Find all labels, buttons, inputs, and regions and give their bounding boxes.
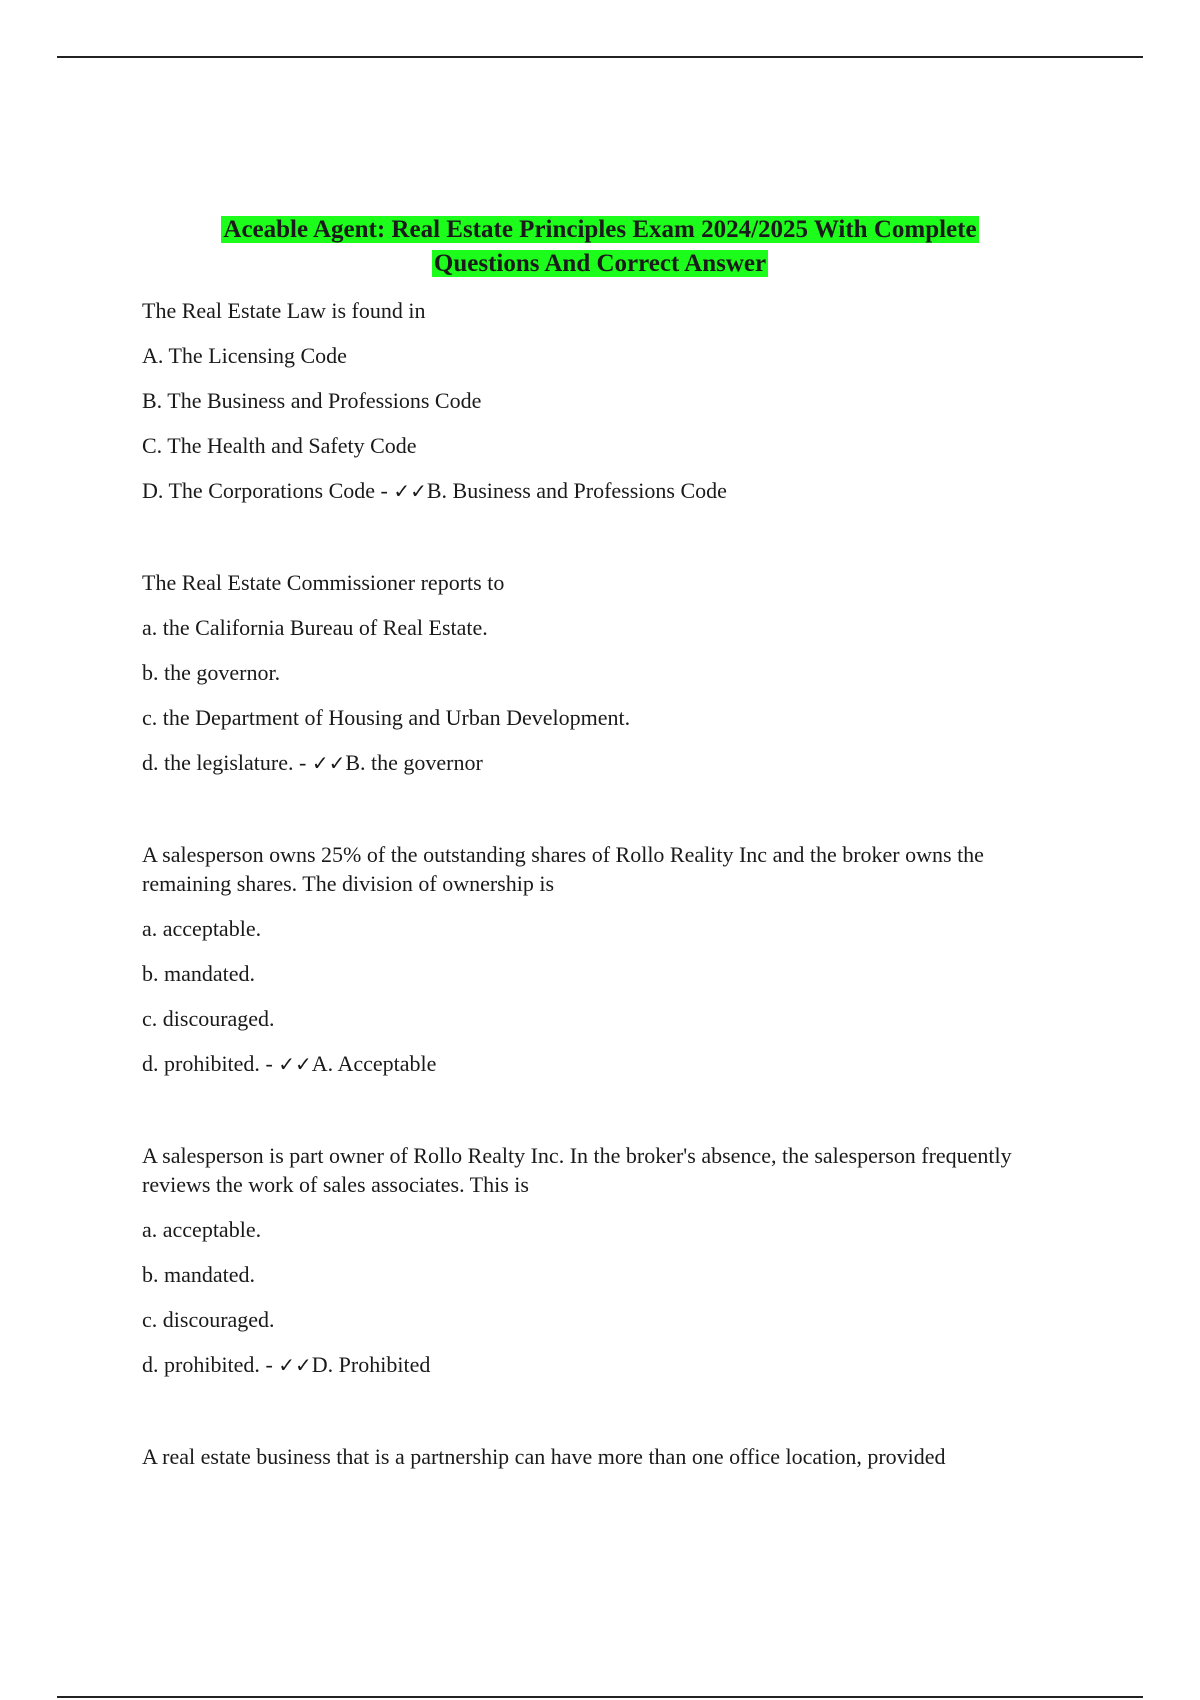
check-icon: ✓✓ (278, 1052, 312, 1076)
title-line-1: Aceable Agent: Real Estate Principles Exam 2024/2025 With Complete (223, 216, 977, 243)
question-4 (142, 1141, 1072, 1380)
bottom-rule (57, 1696, 1143, 1698)
check-icon: ✓✓ (278, 1353, 312, 1377)
correct-answer: A. Acceptable (311, 1051, 437, 1076)
question-5 (142, 1442, 1072, 1471)
option-c: C. The Health and Safety Code (142, 433, 417, 458)
option-a: A. The Licensing Code (142, 343, 347, 368)
question-2 (142, 568, 1072, 778)
option-c: c. the Department of Housing and Urban Development. (142, 705, 631, 730)
question-text: The Real Estate Commissioner reports to (142, 570, 505, 595)
option-d: d. the legislature. (142, 750, 294, 775)
correct-answer: B. Business and Professions Code (426, 478, 727, 503)
option-b: b. the governor. (142, 660, 281, 685)
question-text: A real estate business that is a partnership can have more than one office location, provided (142, 1444, 946, 1469)
check-icon: ✓✓ (393, 479, 427, 503)
document-title (100, 213, 1100, 281)
question-list (142, 296, 1072, 1533)
question-text: A salesperson is part owner of Rollo Realty Inc. In the broker's absence, the salesperson frequently reviews the work of sales associates. This is (142, 1143, 1012, 1197)
option-b: b. mandated. (142, 961, 256, 986)
option-d-with-answer: d. prohibited. - ✓✓A. Acceptable (142, 1051, 437, 1076)
question-text: A salesperson owns 25% of the outstanding shares of Rollo Reality Inc and the broker owns the remaining shares. The division of ownership is (142, 842, 984, 896)
top-rule (57, 56, 1143, 58)
option-a: a. the California Bureau of Real Estate. (142, 615, 488, 640)
option-c: c. discouraged. (142, 1006, 275, 1031)
option-d: D. The Corporations Code (142, 478, 376, 503)
check-icon: ✓✓ (311, 751, 346, 775)
correct-answer: B. the governor (345, 750, 483, 775)
option-d-with-answer: d. prohibited. - ✓✓D. Prohibited (142, 1352, 431, 1377)
question-3 (142, 840, 1072, 1079)
option-b: B. The Business and Professions Code (142, 388, 482, 413)
title-line-2: Questions And Correct Answer (433, 250, 767, 277)
question-1 (142, 296, 1072, 506)
question-text: The Real Estate Law is found in (142, 298, 426, 323)
option-b: b. mandated. (142, 1262, 256, 1287)
correct-answer: D. Prohibited (311, 1352, 431, 1377)
option-d: d. prohibited. (142, 1051, 260, 1076)
option-a: a. acceptable. (142, 1217, 262, 1242)
option-a: a. acceptable. (142, 916, 262, 941)
option-c: c. discouraged. (142, 1307, 275, 1332)
option-d-with-answer: d. the legislature. - ✓✓B. the governor (142, 750, 483, 775)
option-d-with-answer: D. The Corporations Code - ✓✓B. Business and Professions Code (142, 478, 727, 503)
option-d: d. prohibited. (142, 1352, 260, 1377)
